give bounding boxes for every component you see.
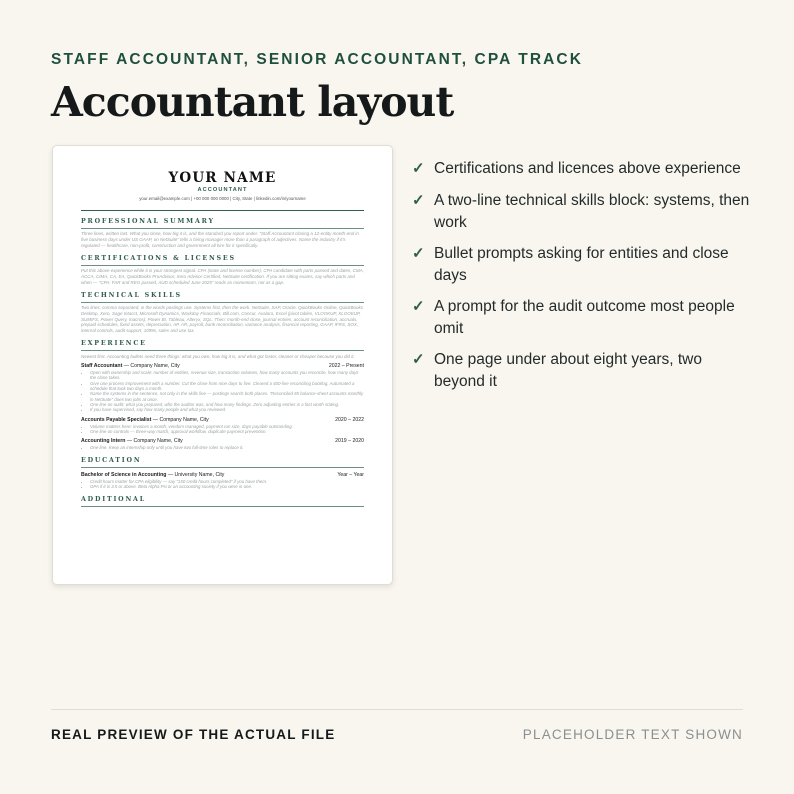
certifications-section bbox=[81, 255, 364, 285]
education-dates: Year – Year bbox=[337, 471, 364, 478]
job-title: Accounting Intern bbox=[81, 438, 126, 445]
additional-section bbox=[81, 496, 364, 506]
section-heading: ADDITIONAL bbox=[81, 496, 146, 504]
job-company: Company Name, City bbox=[133, 438, 183, 445]
dash: — bbox=[152, 416, 158, 423]
section-rule bbox=[81, 350, 364, 351]
job-bullet: • Name the systems in the sentence, not only in the skills line — postings search both places. "Reconciled 65 balance-sheet accounts monthly in NetSuite" does two jobs at once. bbox=[90, 391, 364, 402]
checklist-text: One page under about eight years, two beyond it bbox=[434, 351, 702, 390]
job-dates: 2022 – Present bbox=[328, 363, 364, 370]
checklist-item bbox=[412, 296, 752, 339]
check-icon: ✓ bbox=[412, 192, 425, 209]
resume-contact: your.email@example.com | +00 000 000 0000 | City, State | linkedin.com/in/yourname bbox=[139, 196, 306, 201]
dash: — bbox=[167, 471, 174, 478]
section-heading: PROFESSIONAL SUMMARY bbox=[81, 218, 215, 226]
check-icon: ✓ bbox=[412, 351, 425, 368]
section-text: Two lines, comma separated, in the words postings use. Systems first, then the work. NetSuite, SAP, Oracle, QuickBooks Online, QuickBooks Desktop, Xero, Sage Intacct, Microsoft Dynamics, Workday Financials, Bill.com, Concur, Avalara, Excel (pivot tables, VLOOKUP, XLOOKUP, SUMIFS, Power Query, macros), Power BI, Tableau, Alteryx, SQL. Then: month-end close, journal entries, account reconciliation, accruals, prepaid schedules, fixed assets, depreciation, AP, AR, payroll, bank reconciliation, variance analysis, financial reporting, GAAP, IFRS, SOX, internal controls, audit support, 1099s, sales and use tax. bbox=[81, 305, 363, 333]
job-bullet: • Give one process improvement with a number. Cut the close from nine days to five. Cleared a 400-line reconciling backlog. Automated a schedule that took two days a month. bbox=[90, 381, 364, 392]
footer-caption: REAL PREVIEW OF THE ACTUAL FILE bbox=[51, 727, 336, 742]
education-bullet: • GPA if it is 3.5 or above. Beta Alpha Psi or an accounting society if you were in one. bbox=[90, 484, 364, 489]
section-rule bbox=[81, 265, 364, 266]
section-heading: EXPERIENCE bbox=[81, 340, 147, 348]
job-bullet: • One line on audit: what you prepared, who the auditor was, and how many findings. Zero adjusting entries is a fact worth stating. bbox=[90, 402, 364, 407]
section-heading: CERTIFICATIONS & LICENSES bbox=[81, 255, 236, 263]
education-section bbox=[81, 457, 364, 489]
checklist-item bbox=[412, 349, 752, 392]
section-rule bbox=[81, 467, 364, 468]
page-title: Accountant layout bbox=[51, 78, 454, 126]
job-bullet: • Volume matters here: invoices a month, vendors managed, payment run size, days payable outstanding. bbox=[90, 424, 364, 429]
skills-section bbox=[81, 292, 364, 333]
job-line bbox=[81, 438, 364, 445]
education-bullets bbox=[81, 479, 364, 490]
resume-header-rule bbox=[81, 210, 364, 211]
summary-section bbox=[81, 218, 364, 248]
job-dates: 2019 – 2020 bbox=[335, 438, 364, 445]
check-icon: ✓ bbox=[412, 245, 425, 262]
checklist-text: Bullet prompts asking for entities and close days bbox=[434, 245, 729, 284]
job-bullet: • Open with ownership and scale: number of entities, revenue size, transaction volumes, how many accounts you reconcile, how many days the close takes. bbox=[90, 370, 364, 381]
section-heading: TECHNICAL SKILLS bbox=[81, 292, 182, 300]
dash: — bbox=[123, 363, 129, 370]
job-dates: 2020 – 2022 bbox=[335, 416, 364, 423]
section-rule bbox=[81, 506, 364, 507]
checklist-text: A prompt for the audit outcome most people omit bbox=[434, 298, 735, 337]
job-company: Company Name, City bbox=[159, 416, 209, 423]
check-icon: ✓ bbox=[412, 298, 425, 315]
eyebrow-roles: STAFF ACCOUNTANT, SENIOR ACCOUNTANT, CPA TRACK bbox=[51, 51, 584, 68]
section-heading: EDUCATION bbox=[81, 457, 142, 465]
school: University Name, City bbox=[174, 471, 225, 478]
footer-divider bbox=[51, 709, 743, 710]
education-bullet: • Credit hours matter for CPA eligibility — say "150 credit hours completed" if you have them. bbox=[90, 479, 364, 484]
job-line bbox=[81, 417, 364, 424]
job-entry bbox=[81, 417, 364, 435]
job-bullet: • If you have supervised, say how many people and what you reviewed. bbox=[90, 407, 364, 412]
resume-name: YOUR NAME bbox=[168, 170, 277, 186]
resume-preview bbox=[52, 145, 393, 585]
checklist-item bbox=[412, 158, 752, 180]
resume-role: ACCOUNTANT bbox=[197, 187, 248, 193]
job-bullet: • One line. Keep an internship only until you have two full-time roles to replace it. bbox=[90, 445, 364, 450]
footer-note: PLACEHOLDER TEXT SHOWN bbox=[522, 727, 743, 742]
checklist-text: A two-line technical skills block: systems, then work bbox=[434, 192, 750, 231]
job-bullets bbox=[81, 424, 364, 435]
section-text: Put this above experience while it is your strongest signal. CPA (state and license number), CPA candidate with parts passed and dates, CMA, ACCA, CIMA, CA, EA, QuickBooks ProAdvisor, Xero Advisor Certified, NetSuite certification. If you are sitting exams, say which parts and when — "CPA: FAR and REG passed, AUD scheduled June 2025" reads as momentum, not as a gap. bbox=[81, 268, 364, 285]
checklist-text: Certifications and licences above experience bbox=[434, 160, 741, 177]
job-title: Accounts Payable Specialist bbox=[81, 416, 152, 423]
section-rule bbox=[81, 228, 364, 229]
dash: — bbox=[126, 438, 133, 445]
experience-section bbox=[81, 340, 364, 450]
checklist-item bbox=[412, 190, 752, 233]
job-bullets bbox=[81, 370, 364, 412]
job-entry bbox=[81, 438, 364, 450]
checklist-item bbox=[412, 243, 752, 286]
feature-checklist bbox=[412, 158, 752, 402]
job-entry bbox=[81, 363, 364, 412]
check-icon: ✓ bbox=[412, 160, 425, 177]
section-rule bbox=[81, 302, 364, 303]
section-text: Three lines, written last. What you close, how big it is, and the standard you report under. "Staff Accountant closing a 12-entity month-end in five business days under US GAAP, on NetSuite" tells a hiring manager more than a paragraph of adjectives. Name the industry if it's regulated — healthcare, non-profit, construction and government all hire for it specifically. bbox=[81, 231, 359, 248]
section-text: Newest first. Accounting bullets need three things: what you own, how big it is, and what got faster, cleaner or cheaper because you did it. bbox=[81, 353, 355, 359]
job-line bbox=[81, 363, 364, 370]
job-bullet: • One line on controls — three-way match, approval workflow, duplicate payment prevention. bbox=[90, 429, 364, 434]
job-title: Staff Accountant bbox=[81, 363, 123, 370]
job-company: Company Name, City bbox=[130, 363, 180, 370]
education-line bbox=[81, 472, 364, 479]
education-entry bbox=[81, 472, 364, 490]
job-bullets bbox=[81, 445, 364, 450]
degree: Bachelor of Science in Accounting bbox=[81, 471, 167, 478]
